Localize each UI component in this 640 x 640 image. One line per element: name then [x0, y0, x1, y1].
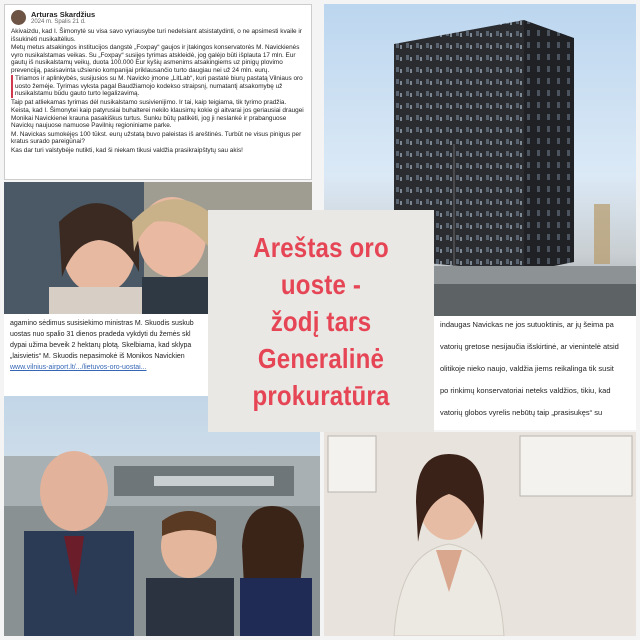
article-line: uostas nuo spalio 31 dienos pradeda vykdyti du žemės skl [10, 331, 191, 338]
airport-link[interactable]: www.vilnius-airport.lt/.../lietuvos-oro-uostai... [10, 364, 147, 371]
headline-line: prokuratūra [252, 379, 390, 411]
post-paragraph: Metų metus atsakingos institucijos dangstė „Foxpay“ gaujos ir įtakingos konservatorės M. Navickienės vyro nusikalstamas veikas. Su „Foxpay“ susijęs tyrimas atskleidė, jog galėjo būti išplauta 17 mln. Eur gautų iš nusikalstamų veikų, duota 100.000 Eur kyšių asmenims atsakingiems uz pinigų plovimo prevenciją, pasisavinta užsienio kompanijai priklausančio turto daugiau nei už 24 mln. eurų. [11, 44, 300, 74]
post-paragraph: M. Navickas sumokėjęs 100 tūkst. eurų užstatą buvo paleistas iš areštinės. Turbūt ne visus pinigus per kratus surado pareigūnai? [11, 130, 302, 145]
post-header [11, 8, 305, 26]
post-paragraph: Keista, kad I. Šimonytei kaip patyrusiai buhalterei nekilo klausimų kokie gi aitvarai jos geriausiai draugei Monikai Navickienei krauna pasakiškus turtus. Sunku būtų patikėti, jog ji neslankė ir prabanguose Navickų naujuose namuose Pavilnių regioniniame parke. [11, 107, 304, 129]
facebook-post [4, 4, 312, 180]
article-line: vatorių gretose nesijaučia išskirtinė, ar vienintelė atsid [440, 342, 619, 351]
post-paragraph: Tiriamos ir aplinkybės, susijusios su M. Navicko įmone „LitLab“, kuri pastatė biurų pastatą Vilniaus oro uosto žemėje. Tyrimas vyksta pagal Baudžiamojo kodekso straipsnį, numatantį atsakomybę už nusikalstamu būdu gauto turto legalizavimą. [11, 75, 305, 98]
article-line: dypai užima beveik 2 hektarų plotą. Skelbiama, kad sklypa [10, 342, 192, 349]
airport-politicians-photo [4, 396, 320, 636]
author-avatar[interactable] [11, 10, 26, 25]
post-paragraph: Kas dar turi valstybėje nutikti, kad ši niekam tikusi valdžia prasikraipštytų sau akis! [11, 146, 243, 154]
article-line: olitikoje nieko naujo, valdžia jiems reikalinga tik susit [440, 364, 614, 373]
post-paragraph: Akivaizdu, kad I. Šimonytė su visa savo vyriausybe turi nedelsiant atsistatydinti, o ne apsimesti kvaile ir išsukinėti nusikaltėlius. [11, 28, 302, 43]
article-line: agamino sėdimus susisiekimo ministras M. Skuodis suskub [10, 320, 194, 327]
woman-illustration [324, 432, 636, 636]
article-line: indaugas Navickas ne jos sutuoktinis, ar jų šeima pa [440, 320, 614, 329]
author-name[interactable]: Arturas Skardžius [31, 9, 96, 19]
article-line: „laisvietis“ M. Skuodis nepasimokė iš Monikos Navickien [10, 353, 185, 360]
headline [224, 229, 418, 414]
headline-card [208, 210, 434, 432]
post-date[interactable]: 2024 m. Spalis 21 d. [31, 18, 86, 25]
headline-line: žodį tars [270, 305, 372, 337]
post-paragraph: Taip pat atliekamas tyrimas dėl nusikalstamo susivienijimo. Ir tai, kaip teigiama, tik tyrimo pradžia. [11, 98, 287, 106]
article-excerpt-left [4, 314, 208, 396]
woman-portrait-photo [324, 432, 636, 636]
headline-line: Areštas oro uoste - [253, 231, 389, 300]
airport-illustration [4, 396, 320, 636]
headline-line: Generalinė [257, 342, 385, 374]
article-excerpt-right [434, 316, 636, 430]
article-line: po rinkimų konservatoriai neteks valdžios, tikiu, kad [440, 386, 611, 395]
post-body [11, 28, 305, 154]
article-line: vatorių globos vyrelis nebūtų taip „prasisukęs“ su [440, 408, 603, 417]
